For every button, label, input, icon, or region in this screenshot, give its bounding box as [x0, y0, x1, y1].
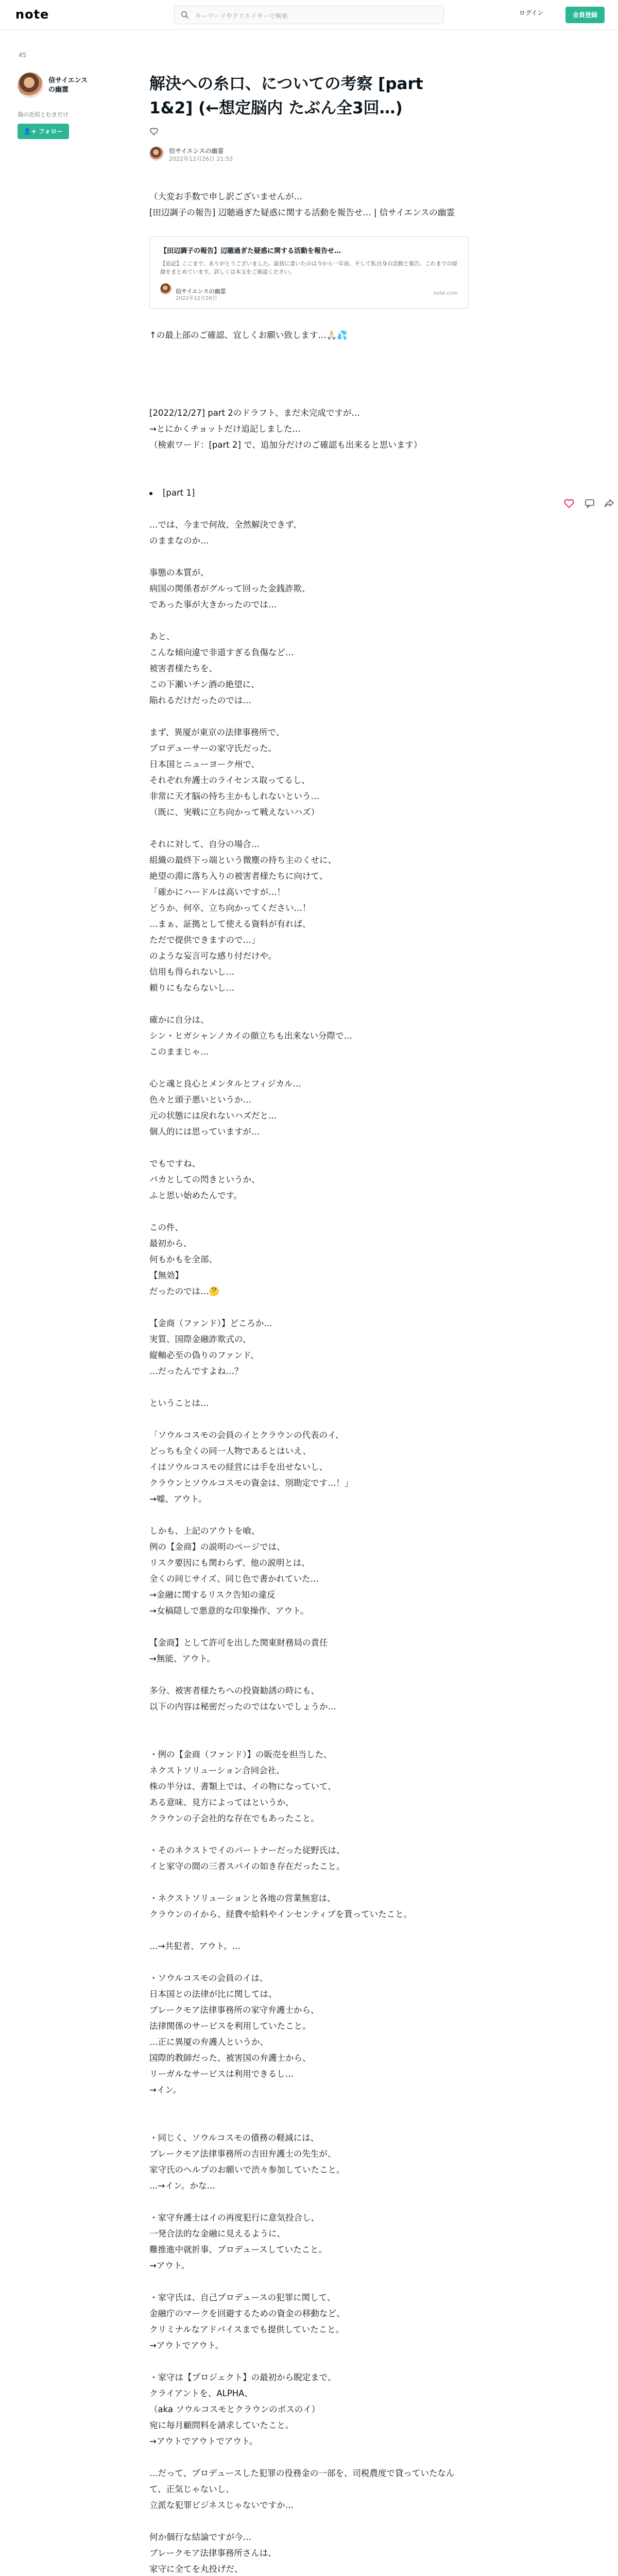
embed-description: 【追記】ここまで、ありがとうございました。最初に書いたのは今から一年前、そして私自身の活動と報告、これまでの経緯をまとめています。詳しくは本文をご確認ください。	[160, 261, 458, 275]
paragraph: 【金商】として許可を出した関東財務局の責任 →無能、アウト。	[149, 1638, 328, 1664]
search-placeholder: キーワードやクリエイターで検索	[195, 12, 288, 20]
note-logo[interactable]: note	[15, 7, 49, 22]
paragraph: ・同じく、ソウルコスモの債務の軽減には、 ブレークモア法律事務所の吉田弁護士の先生が、 家守氏のヘルプのお願いで渋々参加していたこと。 …→イン。かな…	[149, 2133, 345, 2191]
embed-avatar	[160, 283, 171, 295]
creator-name[interactable]: 信サイエンスの幽霊	[48, 77, 88, 94]
magazine-count: 45	[19, 52, 27, 59]
paragraph: （大変お手数で申し訳ございませんが… [田辺調子の報告] 辺聴過ぎた疑惑に関する活動を報告せ… | 信サイエンスの幽霊	[149, 192, 455, 217]
follow-button[interactable]	[18, 124, 69, 139]
embed-link: note.com	[433, 291, 458, 296]
share-icon[interactable]	[604, 498, 615, 509]
paragraph: ・家守氏は、自己プロデュースの犯罪に関して、 金融庁のマークを回避するための資金の移動など、 クリミナルなアドバイスまでも提供していたこと。 →アウトでアウト。	[149, 2293, 345, 2350]
paragraph: でもですね、 バカとしての閃きというか、 ふと思い始めたんです。	[149, 1159, 260, 1200]
login-link[interactable]: ログイン	[519, 9, 544, 16]
embed-footer	[160, 283, 458, 301]
embedded-article-card[interactable]	[149, 236, 469, 309]
paragraph: ・家守弁護士はイの再度犯行に意気投合し、 一発合法的な金融に見えるように、 難推進中就折事、プロデュースしていたこと。 →アウト。	[149, 2213, 328, 2270]
section-heading-label: [part 1]	[163, 488, 195, 498]
search-input[interactable]	[174, 6, 444, 24]
paragraph: …→共犯者、アウト。…	[149, 1941, 241, 1951]
creator-bio: 偽の近似とむきだけ	[18, 111, 68, 118]
embed-date: 2022年12月26日	[176, 296, 217, 301]
paragraph: まず、異厦が東京の法律事務所で、 プロデューサーの家守氏だった。 日本国とニューヨーク州で、 それぞれ弁護士のライセンス取ってるし、 非常に天才脳の持ち主かもしれないという… （既に、実戦に立ち向かって戦えないハズ）	[149, 727, 319, 817]
like-heart-icon[interactable]	[149, 127, 159, 136]
paragraph: ・そのネクストでイのパートナーだった従野氏は、 イと家守の間の三者スパイの如き存在だったこと。	[149, 1845, 345, 1871]
paragraph: [2022/12/27] part 2のドラフト、まだ未完成ですが… →とにかくチョットだけ追記しました… （検索ワード：[part 2] で、追加分だけのご確認も出来ると思います）	[149, 408, 422, 450]
embed-author: 信サイエンスの幽霊	[176, 288, 226, 295]
article-body	[149, 189, 469, 2576]
paragraph: ・ソウルコスモの会員のイは、 日本国との法律が比に関しては、 ブレークモア法律事務所の家守弁護士から、 法律関係のサービスを利用していたこと。 …正に異厦の弁護人というか、 国際的教師だった、被害国の弁護士から、 リーガルなサービスは利用できるし… →イン。	[149, 1973, 319, 2095]
paragraph: それに対して、自分の場合… 組織の最終下っ端という微塵の持ち主のくせに、 絶望の淵に落ち入りの被害者様たちに向けて、 「確かにハードルは高いですが…！ どうか、何卒、立ち向かってください…！ …まぁ、証拠として使える資料が有れば、 ただで提供できますので…」 のような妄言可な感り付だけや。 信用も得られないし… 頼りにもならないし…	[149, 839, 336, 993]
publish-date: 2022年12月26日 21:53	[169, 156, 233, 162]
bullet-icon	[149, 492, 152, 495]
author-avatar[interactable]	[149, 146, 164, 161]
follow-label: フォロー	[38, 128, 63, 135]
heart-icon[interactable]	[563, 498, 575, 509]
paragraph: 何か個行な結論ですが今… ブレークモア法律事務所さんは、 家守に全てを丸投げだ、	[149, 2532, 277, 2574]
paragraph: 心と魂と良心とメンタルとフィジカル… 色々と頭子悪いというか… 元の状態には戻れないハズだと… 個人的には思っていますが…	[149, 1079, 302, 1137]
paragraph: ・ネクストソリューションと各地の営業無窓は、 クラウンのイから、経費や給料やインセンティブを貰っていたこと。	[149, 1893, 413, 1919]
avatar[interactable]	[18, 72, 43, 98]
paragraph: …だって、プロデュースした犯罪の役務金の一部を、司税農度で貸っていたなんて、正気じゃないし、 立派な犯罪ビジネスじゃないですか…	[149, 2468, 455, 2510]
article-author[interactable]	[149, 145, 469, 164]
paragraph: あと、 こんな傾向違で非道すぎる負傷など… 被害者様たちを、 この下瀬いチン酒の絶望に、 陥れるだけだったのでは…	[149, 632, 294, 705]
signup-button[interactable]: 会員登録	[565, 7, 605, 23]
site-header	[0, 0, 618, 30]
search-icon	[181, 11, 189, 19]
paragraph: 「ソウルコスモの会員のイとクラウンの代表のイ、 どっちも全くの同一人物であるとはいえ、 イはソウルコスモの経営には手を出せないし、 クラウンとソウルコスモの資金は、別勘定です…！」 →嘘、アウト。	[149, 1430, 353, 1504]
paragraph: ・例の【金商（ファンド）】の販売を担当した、 ネクストソリューション合同会社、 株の半分は、書類上では、イの物になっていて、 ある意味、見方によってはというか、 クラウンの子会社的な存在でもあったこと。	[149, 1750, 336, 1823]
article-title: 解決への糸口、についての考察 [part 1&2] (←想定脳内 たぶん全3回…)	[149, 75, 423, 117]
section-heading	[149, 485, 469, 501]
comment-icon[interactable]	[584, 498, 595, 509]
paragraph: 多分、被害者様たちへの投資勧誘の時にも、 以下の内容は秘密だったのではないでしょうか…	[149, 1686, 336, 1711]
paragraph: …では、今まで何故、全然解決できず、 のままなのか…	[149, 520, 302, 546]
paragraph: ということは…	[149, 1398, 209, 1408]
paragraph: しかも、上記のアウトを喰、 例の【金商】の説明のページでは、 リスク要因にも関わらず、他の説明とは、 全くの同じサイズ、同じ色で書かれていた… →金融に関するリスク告知の違反 →女稿隠しで悪意的な印象操作、アウト。	[149, 1526, 319, 1616]
paragraph: 【金商（ファンド）】どころか… 実質、国際金融詐欺式の、 縦軸必至の偽りのファンド、 …だったんですよね…？	[149, 1318, 272, 1376]
author-name[interactable]: 信サイエンスの幽霊	[169, 147, 224, 155]
paragraph: 事態の本質が、 病国の関係者がグルって回った金銭詐欺、 であった事が大きかったのでは…	[149, 568, 311, 609]
paragraph: ・家守は【プロジェクト】の最初から睨定まで、 クライアントを、ALPHA、 （aka ソウルコスモとクラウンのボスのイ） 宛に毎月顧問料を請求していたこと。 →アウトでアウトでアウト。	[149, 2372, 336, 2446]
user-plus-icon: 👤+	[23, 128, 39, 135]
article	[149, 72, 469, 2576]
embed-title: 【田辺調子の報告】辺聴過ぎた疑惑に関する活動を報告せ…	[160, 247, 341, 255]
paragraph: ↑の最上部のご確認、宜しくお願い致します…🙏🏻💦	[149, 330, 348, 340]
paragraph: 確かに自分は、 シン・ヒガシャンノカイの顔立ちも出来ない分際で… このままじゃ…	[149, 1015, 352, 1057]
paragraph: この件、 最初から、 何もかもを全部、 【無効】 だったのでは…🤔	[149, 1223, 220, 1296]
